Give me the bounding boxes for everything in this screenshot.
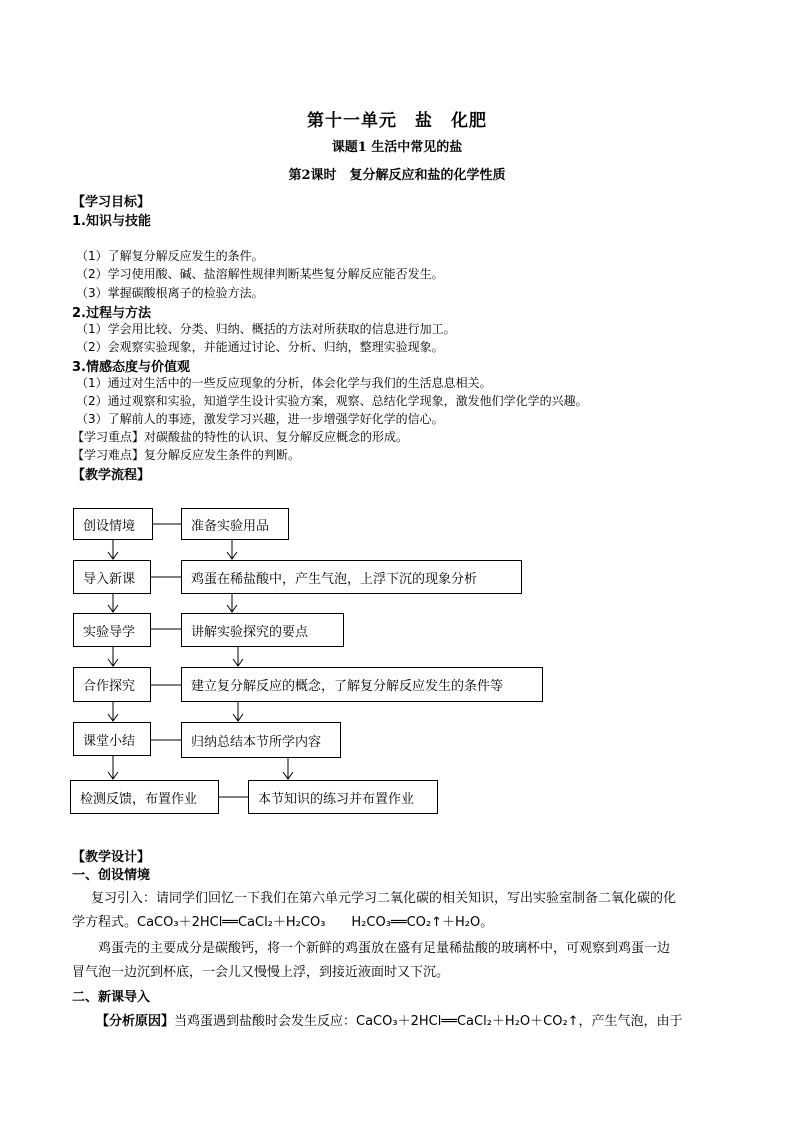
period-title: 第2课时 复分解反应和盐的化学性质 (288, 168, 506, 183)
review-line: 复习引入：请同学们回忆一下我们在第六单元学习二氧化碳的相关知识，写出实验室制备二氧化碳的化 (91, 891, 677, 906)
flow-detail-label: 讲解实验探究的要点 (191, 624, 309, 640)
process-item: （1）学会用比较、分类、归纳、概括的方法对所获取的信息进行加工。 (76, 322, 456, 336)
knowledge-item: （3）掌握碳酸根离子的检验方法。 (76, 286, 264, 300)
flow-step-summary (73, 722, 151, 756)
flow-detail-label: 本节知识的练习并布置作业 (258, 791, 415, 807)
review-equation-line: 学方程式。CaCO₃＋2HCl══CaCl₂＋H₂CO₃ H₂CO₃══CO₂↑＋H₂O。 (72, 915, 494, 930)
flow-detail-reaction-concept (181, 667, 543, 702)
attitude-item: （1）通过对生活中的一些反应现象的分析，体会化学与我们的生活息息相关。 (76, 376, 492, 390)
flow-step-label: 实验导学 (83, 624, 136, 640)
egg-paragraph-line: 冒气泡一边沉到杯底，一会儿又慢慢上浮，到接近液面时又下沉。 (72, 965, 450, 980)
analysis-text: 当鸡蛋遇到盐酸时会发生反应：CaCO₃＋2HCl══CaCl₂＋H₂O＋CO₂↑，产生气泡，由于 (174, 1014, 683, 1029)
objectives-heading: 【学习目标】 (72, 195, 151, 210)
flow-step-label: 课堂小结 (83, 733, 136, 749)
flow-detail-label: 归纳总结本节所学内容 (191, 734, 322, 750)
analysis-label: 【分析原因】 (96, 1014, 175, 1029)
lesson-title: 课题1 生活中常见的盐 (331, 140, 463, 155)
flow-detail-experiment-points (181, 613, 344, 647)
attitude-heading: 3.情感态度与价值观 (72, 360, 190, 375)
flow-detail-summarize (181, 722, 341, 758)
analysis-paragraph (96, 1010, 683, 1029)
flow-detail-practice (248, 780, 438, 814)
knowledge-item: （1）了解复分解反应发生的条件。 (76, 249, 264, 263)
key-point: 【学习重点】对碳酸盐的特性的认识、复分解反应概念的形成。 (72, 430, 409, 444)
flow-step-label: 合作探究 (83, 679, 136, 694)
egg-paragraph-line: 鸡蛋壳的主要成分是碳酸钙，将一个新鲜的鸡蛋放在盛有足量稀盐酸的玻璃杯中，可观察到鸡蛋一边 (98, 941, 671, 956)
flow-step-create-scenario (73, 508, 153, 540)
section1-heading: 一、创设情境 (72, 868, 151, 883)
flow-step-label: 导入新课 (83, 571, 136, 587)
flow-step-introduce-lesson (73, 560, 151, 594)
flow-detail-label: 准备实验用品 (191, 518, 270, 534)
flow-heading: 【教学流程】 (72, 468, 151, 483)
page-title: 第十一单元 盐 化肥 (307, 111, 487, 131)
flow-step-label: 检测反馈，布置作业 (80, 791, 198, 807)
attitude-item: （2）通过观察和实验，知道学生设计实验方案，观察、总结化学现象，激发他们学化学的兴趣。 (76, 394, 588, 408)
flow-step-feedback-homework (70, 780, 219, 814)
attitude-item: （3）了解前人的事迹，激发学习兴趣，进一步增强学好化学的信心。 (76, 412, 444, 426)
flow-step-experiment-guide (73, 613, 151, 647)
flow-detail-label: 建立复分解反应的概念，了解复分解反应发生的条件等 (191, 679, 504, 694)
flow-detail-egg-analysis (181, 560, 522, 594)
flow-detail-prepare-materials (181, 508, 289, 540)
section2-heading: 二、新课导入 (72, 990, 151, 1005)
knowledge-heading: 1.知识与技能 (72, 214, 151, 229)
process-heading: 2.过程与方法 (72, 306, 151, 321)
flow-step-cooperative-inquiry (73, 667, 151, 702)
knowledge-item: （2）学习使用酸、碱、盐溶解性规律判断某些复分解反应能否发生。 (76, 267, 444, 281)
design-heading: 【教学设计】 (72, 850, 151, 865)
process-item: （2）会观察实验现象，并能通过讨论、分析、归纳，整理实验现象。 (76, 340, 444, 354)
flow-step-label: 创设情境 (83, 518, 136, 534)
flow-detail-label: 鸡蛋在稀盐酸中，产生气泡，上浮下沉的现象分析 (191, 571, 478, 587)
difficulty: 【学习难点】复分解反应发生条件的判断。 (72, 448, 301, 462)
